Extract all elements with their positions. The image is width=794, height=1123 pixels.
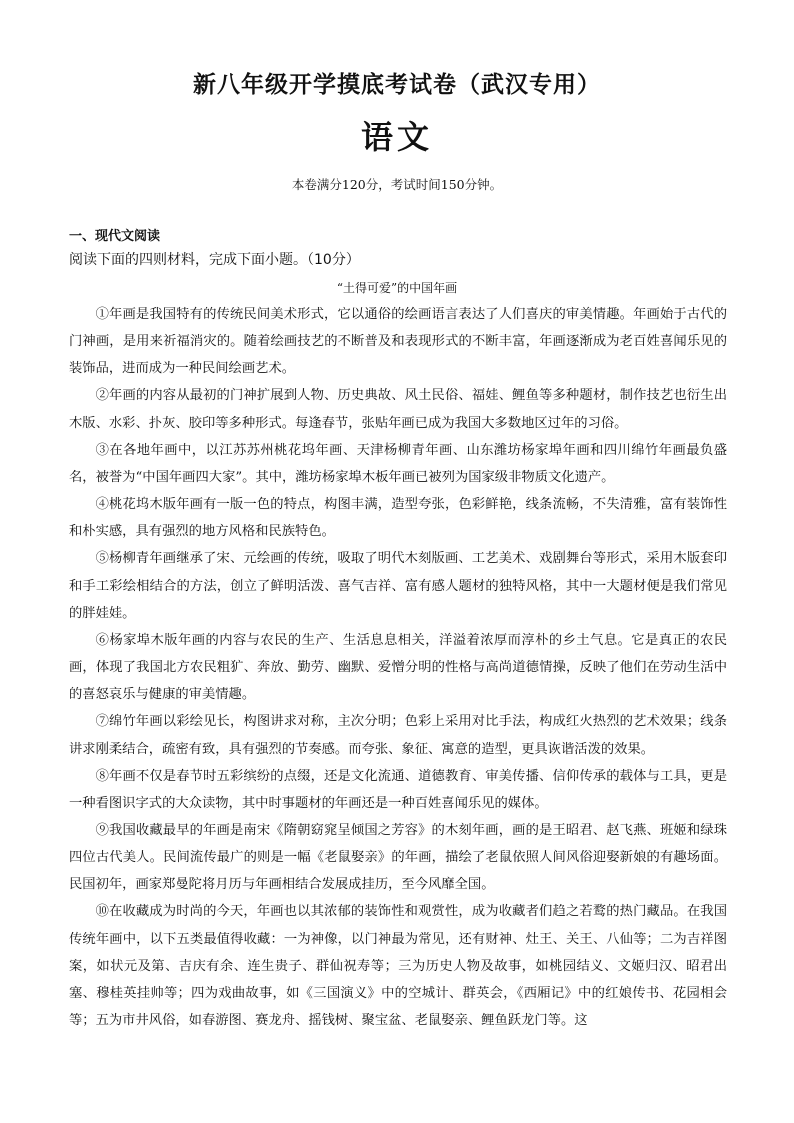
paragraph-6: ⑥杨家埠木版年画的内容与农民的生产、生活息息相关，洋溢着浓厚而淳朴的乡土气息。它是真正的农民画，体现了我国北方农民粗犷、奔放、勤劳、幽默、爱憎分明的性格与高尚道德情操，反映了他们在劳动生活中的喜怒哀乐与健康的审美情趣。 <box>69 632 727 703</box>
paragraph-4: ④桃花坞木版年画有一版一色的特点，构图丰满，造型夸张，色彩鲜艳，线条流畅，不失清雅，富有装饰性和朴实感，具有强烈的地方风格和民族特色。 <box>69 497 727 540</box>
paragraph-8: ⑧年画不仅是春节时五彩缤纷的点缀，还是文化流通、道德教育、审美传播、信仰传承的载体与工具，更是一种看图识字式的大众读物，其中时事题材的年画还是一种百姓喜闻乐见的媒体。 <box>69 768 727 811</box>
paragraph-1: ①年画是我国特有的传统民间美术形式，它以通俗的绘画语言表达了人们喜庆的审美情趣。年画始于古代的门神画，是用来祈福消灾的。随着绘画技艺的不断普及和表现形式的不断丰富，年画逐渐成为老百姓喜闻乐见的装饰品，进而成为一种民间绘画艺术。 <box>69 307 727 377</box>
exam-title: 新八年级开学摸底考试卷（武汉专用） <box>193 71 601 98</box>
exam-note: 本卷满分120分，考试时间150分钟。 <box>291 177 503 192</box>
paragraph-10: ⑩在收藏成为时尚的今天，年画也以其浓郁的装饰性和观赏性，成为收藏者们趋之若鹜的热门藏品。在我国传统年画中，以下五类最值得收藏：一为神像，以门神最为常见，还有财神、灶王、关王、八仙等；二为吉祥图案，如状元及第、吉庆有余、连生贵子、群仙祝寿等；三为历史人物及故事，如桃园结义、文姬归汉、昭君出塞、穆桂英挂帅等；四为戏曲故事，如《三国演义》中的空城计、群英会，《西厢记》中的红娘传书、花园相会等；五为市井风俗，如春游图、赛龙舟、摇钱树、聚宝盆、老鼠娶亲、鲤鱼跃龙门等。这 <box>69 904 727 1029</box>
paragraph-5: ⑤杨柳青年画继承了宋、元绘画的传统，吸取了明代木刻版画、工艺美术、戏剧舞台等形式，采用木版套印和手工彩绘相结合的方法，创立了鲜明活泼、喜气吉祥、富有感人题材的独特风格，其中一大题材便是我们常见的胖娃娃。 <box>69 551 727 621</box>
paragraph-2: ②年画的内容从最初的门神扩展到人物、历史典故、风土民俗、福娃、鲤鱼等多种题材，制作技艺也衍生出木版、水彩、扑灰、胶印等多种形式。每逢春节，张贴年画已成为我国大多数地区过年的习俗。 <box>69 388 727 431</box>
subject-heading: 语文 <box>360 118 433 156</box>
section-heading: 一、现代文阅读 <box>69 229 161 244</box>
paragraph-7: ⑦绵竹年画以彩绘见长，构图讲求对称，主次分明；色彩上采用对比手法，构成红火热烈的艺术效果；线条讲求刚柔结合，疏密有致，具有强烈的节奏感。而夸张、象征、寓意的造型，更具诙谐活泼的效果。 <box>69 714 727 757</box>
paragraph-9: ⑨我国收藏最早的年画是南宋《隋朝窈窕呈倾国之芳容》的木刻年画，画的是王昭君、赵飞燕、班姬和绿珠四位古代美人。民间流传最广的则是一幅《老鼠娶亲》的年画，描绘了老鼠依照人间风俗迎娶新娘的有趣场面。民国初年，画家郑曼陀将月历与年画相结合发展成挂历，至今风靡全国。 <box>69 822 727 893</box>
section-intro: 阅读下面的四则材料，完成下面小题。（10分） <box>69 252 360 268</box>
passage-body <box>69 301 727 1034</box>
paragraph-3: ③在各地年画中，以江苏苏州桃花坞年画、天津杨柳青年画、山东潍坊杨家埠年画和四川绵竹年画最负盛名，被誉为“中国年画四大家”。其中，潍坊杨家埠木板年画已被列为国家级非物质文化遗产。 <box>69 442 727 485</box>
passage-title: “土得可爱”的中国年画 <box>336 281 458 295</box>
